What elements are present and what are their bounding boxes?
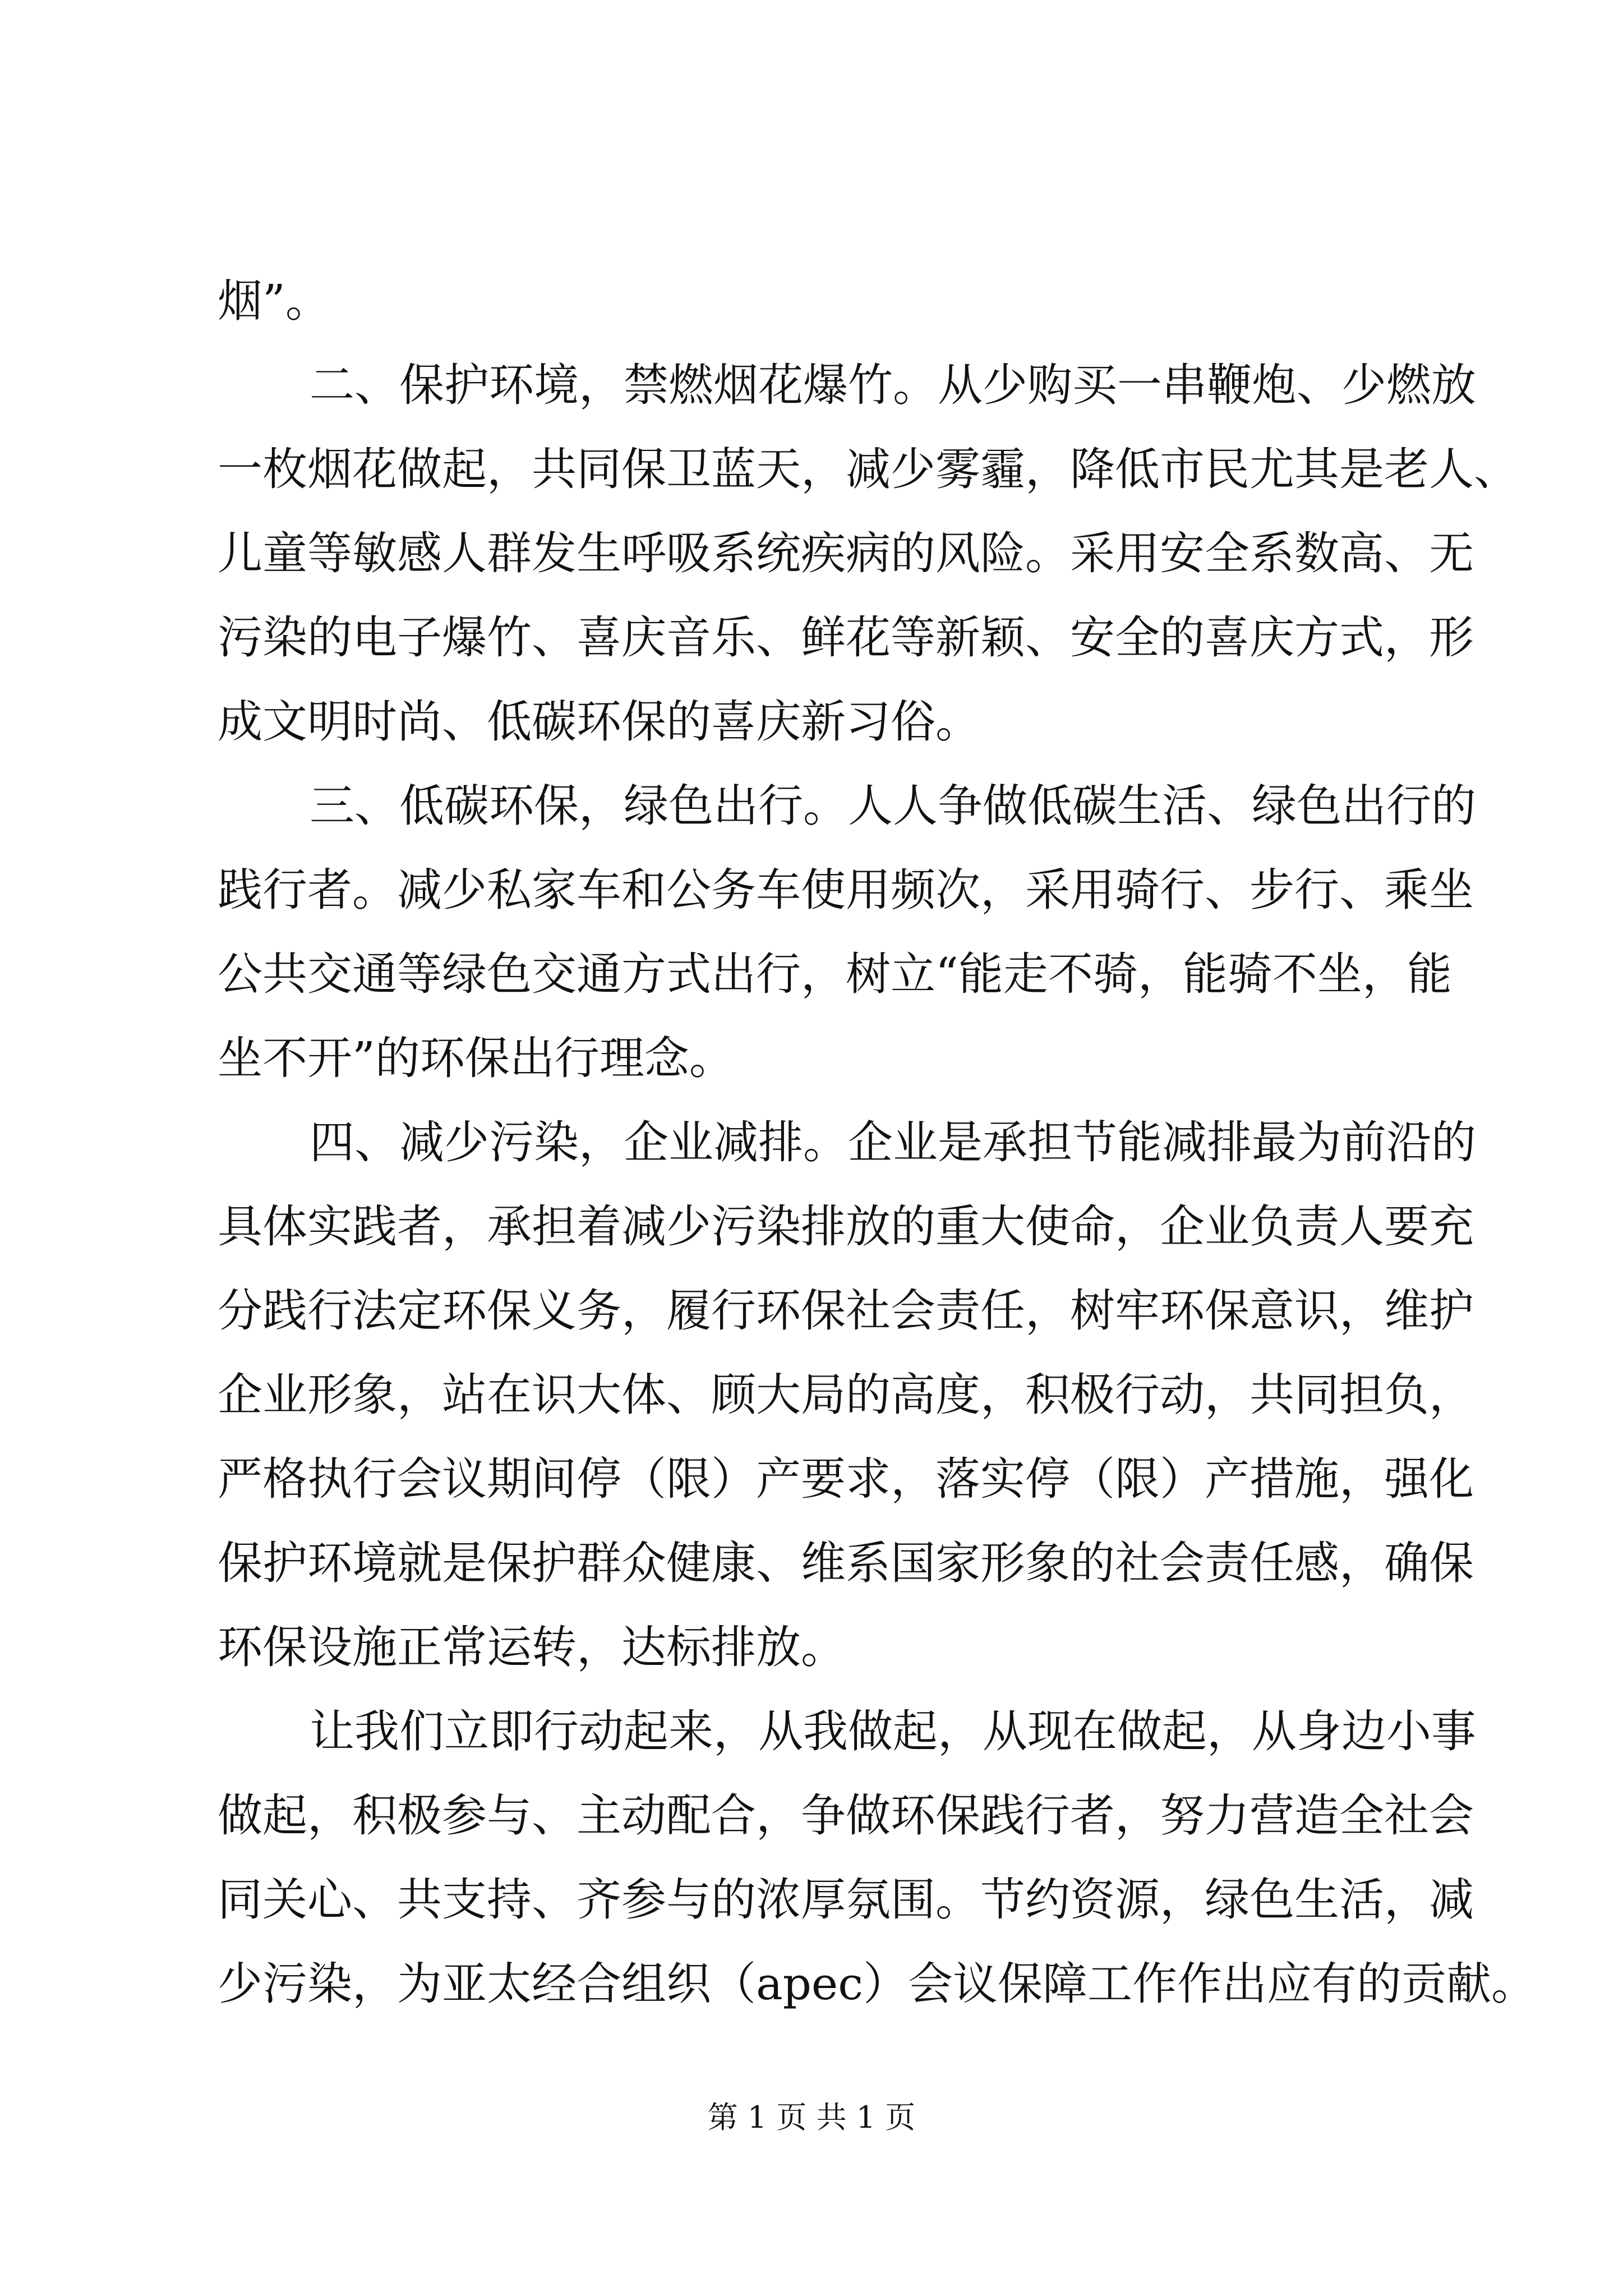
- paragraph-2-line-1: 二、保护环境，禁燃烟花爆竹。从少购买一串鞭炮、少燃放: [310, 359, 1476, 411]
- paragraph-5-line-1: 让我们立即行动起来，从我做起，从现在做起，从身边小事: [310, 1705, 1476, 1757]
- text-line: 同关心、共支持、齐参与的浓厚氛围。节约资源，绿色生活，减: [218, 1874, 1474, 1926]
- text-line: 企业形象，站在识大体、顾大局的高度，积极行动，共同担负，: [218, 1369, 1474, 1421]
- text-line: 公共交通等绿色交通方式出行，树立“能走不骑，能骑不坐，能: [218, 948, 1452, 1000]
- page-number-footer: 第 1 页 共 1 页: [707, 2100, 916, 2135]
- text-line: 分践行法定环保义务，履行环保社会责任，树牢环保意识，维护: [218, 1285, 1474, 1337]
- text-line: 具体实践者，承担着减少污染排放的重大使命，企业负责人要充: [218, 1200, 1474, 1253]
- text-line: 严格执行会议期间停（限）产要求，落实停（限）产措施，强化: [218, 1453, 1474, 1505]
- text-line: 环保设施正常运转，达标排放。: [218, 1621, 846, 1673]
- text-line: 烟”。: [218, 275, 330, 327]
- text-line: 成文明时尚、低碳环保的喜庆新习俗。: [218, 696, 980, 748]
- paragraph-4-line-1: 四、减少污染，企业减排。企业是承担节能减排最为前沿的: [310, 1116, 1476, 1168]
- text-line: 做起，积极参与、主动配合，争做环保践行者，努力营造全社会: [218, 1789, 1474, 1842]
- text-line: 污染的电子爆竹、喜庆音乐、鲜花等新颖、安全的喜庆方式，形: [218, 611, 1474, 664]
- text-line: 保护环境就是保护群众健康、维系国家形象的社会责任感，确保: [218, 1537, 1474, 1589]
- text-line: 儿童等敏感人群发生呼吸系统疾病的风险。采用安全系数高、无: [218, 527, 1474, 579]
- text-line: 坐不开”的环保出行理念。: [218, 1032, 734, 1084]
- paragraph-3-line-1: 三、低碳环保，绿色出行。人人争做低碳生活、绿色出行的: [310, 780, 1476, 832]
- text-line: 一枚烟花做起，共同保卫蓝天，减少雾霾，降低市民尤其是老人、: [218, 443, 1519, 495]
- text-line: 少污染，为亚太经合组织（apec）会议保障工作作出应有的贡献。: [218, 1958, 1537, 2010]
- text-line: 践行者。减少私家车和公务车使用频次，采用骑行、步行、乘坐: [218, 864, 1474, 916]
